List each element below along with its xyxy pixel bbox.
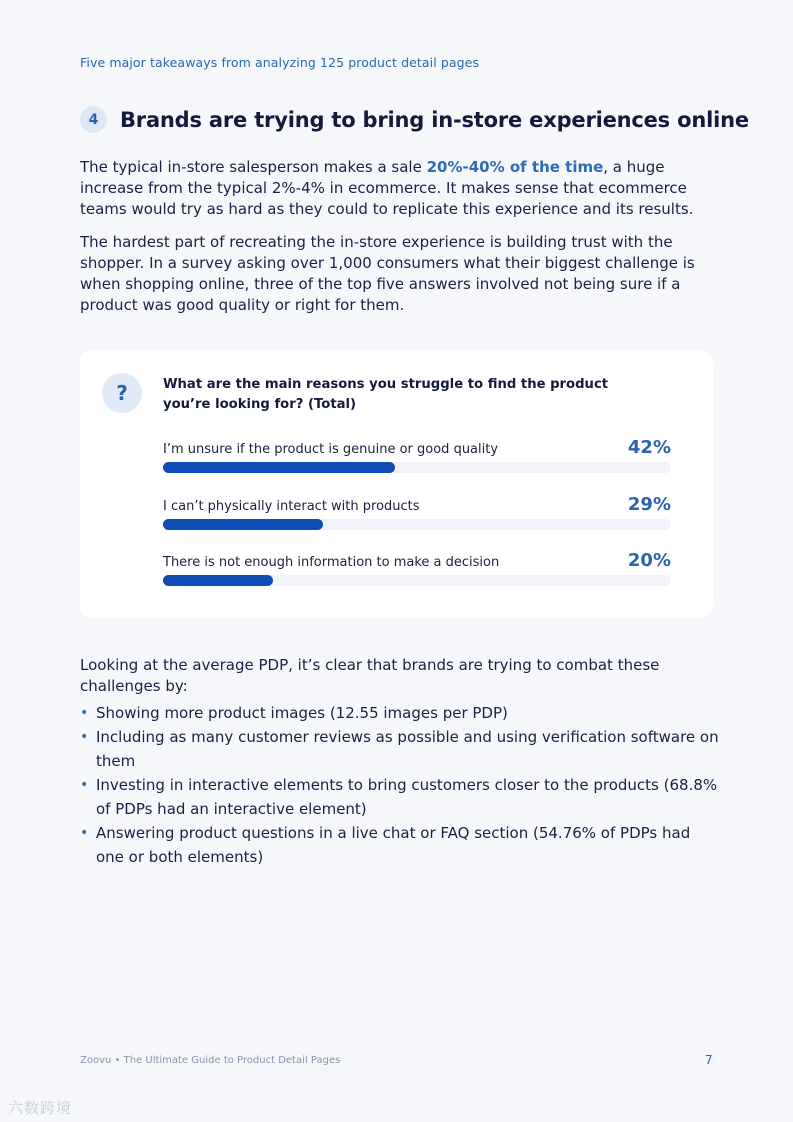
bar-row <box>163 494 671 539</box>
bar-track <box>163 462 671 473</box>
survey-card <box>80 350 713 618</box>
bar <box>163 575 273 586</box>
list-item-text: Including as many customer reviews as possible and using verification software on them <box>96 728 719 770</box>
section-heading <box>80 106 749 133</box>
bullet-icon: • <box>80 705 89 721</box>
intro-text-end: , a huge increase from the typical 2%-4% in ecommerce. It makes sense that ecommerce teams would try as hard as they could to replicate this experience and its results. <box>80 158 694 218</box>
bar-track <box>163 519 671 530</box>
bar <box>163 462 395 473</box>
list-item-text: Investing in interactive elements to bring customers closer to the products (68.8% of PDPs had an interactive element) <box>96 776 718 818</box>
section-number-badge: 4 <box>80 106 107 133</box>
bullet-icon: • <box>80 825 89 841</box>
bar-row <box>163 550 671 595</box>
bar-label: I’m unsure if the product is genuine or good quality <box>163 442 499 457</box>
section-title: Brands are trying to bring in-store experiences online <box>120 107 749 132</box>
list-item-text: Showing more product images (12.55 images per PDP) <box>96 704 508 722</box>
bar-track <box>163 575 671 586</box>
intro-highlight: 20%-40% of the time <box>426 158 604 176</box>
conclusion-paragraph: Looking at the average PDP, it’s clear that brands are trying to combat these challenges by: <box>80 656 660 695</box>
intro-paragraph <box>80 157 720 220</box>
list-item <box>80 821 720 869</box>
bar-value-label: 20% <box>627 550 671 571</box>
bullet-icon: • <box>80 777 89 793</box>
bar-row <box>163 437 671 482</box>
list-item <box>80 701 720 725</box>
takeaway-list <box>80 701 720 869</box>
footer-text: Zoovu • The Ultimate Guide to Product Detail Pages <box>80 1055 341 1066</box>
watermark: 六数跨境 <box>8 1099 73 1117</box>
list-item <box>80 725 720 773</box>
question-mark-icon: ? <box>102 373 142 413</box>
bar <box>163 519 323 530</box>
bar-label: There is not enough information to make a decision <box>163 555 500 570</box>
bar-label: I can’t physically interact with products <box>163 499 420 514</box>
bullet-icon: • <box>80 729 89 745</box>
intro-text-start: The typical in-store salesperson makes a sale <box>80 158 427 176</box>
list-item <box>80 773 720 821</box>
bar-value-label: 42% <box>627 437 671 458</box>
survey-paragraph: The hardest part of recreating the in-store experience is building trust with the shopper. In a survey asking over 1,000 consumers what their biggest challenge is when shopping online, three of the top five answers involved not being sure if a product was good quality or right for them. <box>80 233 695 314</box>
bar-value-label: 29% <box>627 494 671 515</box>
page-number: 7 <box>705 1053 713 1067</box>
running-head: Five major takeaways from analyzing 125 product detail pages <box>80 55 480 70</box>
list-item-text: Answering product questions in a live chat or FAQ section (54.76% of PDPs had one or both elements) <box>96 824 691 866</box>
survey-question: What are the main reasons you struggle to find the product you’re looking for? (Total) <box>163 377 609 412</box>
